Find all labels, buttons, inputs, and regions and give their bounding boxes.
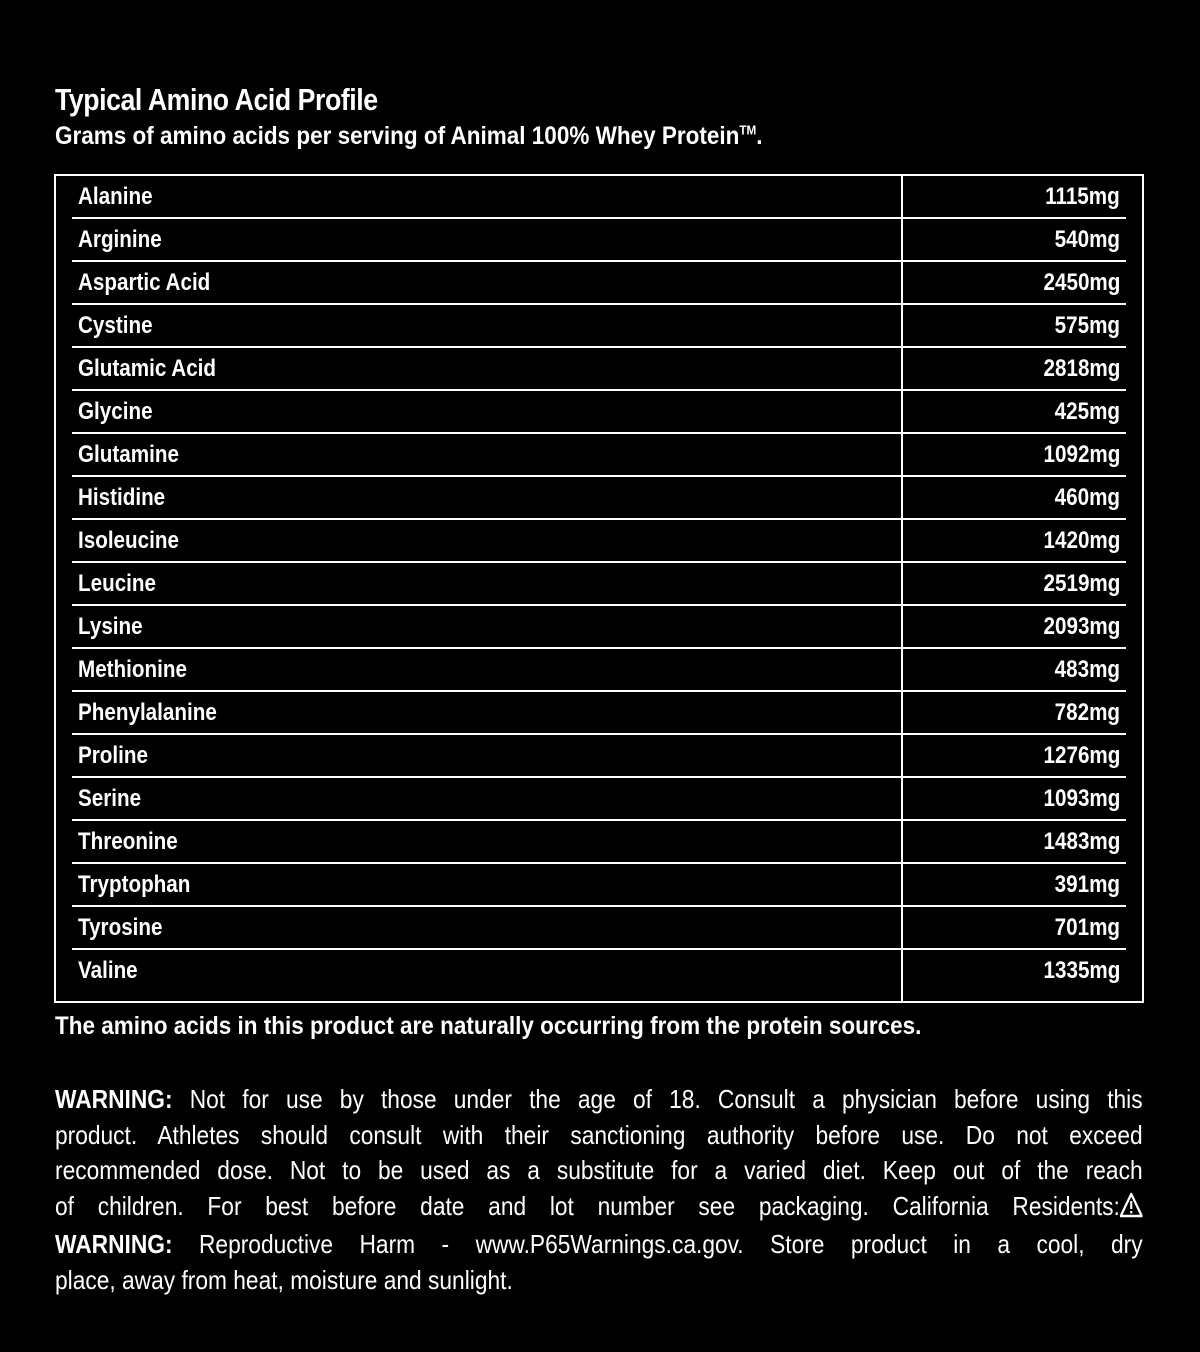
amino-acid-amount: 2519mg [1043,570,1120,597]
amino-acid-amount: 782mg [1054,699,1120,726]
amino-acid-table [54,174,1144,1003]
warning-line-5 [55,1227,1143,1263]
amino-acid-amount: 1420mg [1043,527,1120,554]
amino-acid-amount: 575mg [1054,312,1120,339]
table-row [56,219,1142,262]
table-row [56,262,1142,305]
table-row [56,563,1142,606]
warning-label-2: WARNING: [55,1229,173,1259]
amino-acid-name: Methionine [78,656,187,683]
amino-acid-amount: 540mg [1054,226,1120,253]
footnote: The amino acids in this product are naturally occurring from the protein sources. [55,1012,922,1040]
subtitle-text: Grams of amino acids per serving of Animal 100% Whey Protein [55,122,740,150]
table-row [56,735,1142,778]
amino-acid-name: Lysine [78,613,143,640]
warning-text-4: of children. For best before date and lot number see packaging. California Residents: [55,1190,1120,1221]
warning-line-1 [55,1082,1143,1118]
amino-acid-name: Glutamine [78,441,179,468]
warning-label: WARNING: [55,1084,173,1114]
amino-acid-name: Leucine [78,570,157,597]
warning-line-3: recommended dose. Not to be used as a substitute for a varied diet. Keep out of the reach [55,1155,1143,1185]
amino-acid-amount: 1276mg [1043,742,1120,769]
amino-acid-amount: 2093mg [1043,613,1120,640]
amino-acid-amount: 1115mg [1045,183,1120,210]
amino-acid-amount: 1335mg [1043,957,1120,984]
amino-acid-amount: 391mg [1054,871,1120,898]
table-row [56,434,1142,477]
amino-acid-amount: 2450mg [1043,269,1120,296]
amino-acid-name: Glycine [78,398,153,425]
table-row [56,950,1142,993]
table-row [56,520,1142,563]
amino-acid-name: Isoleucine [78,527,179,554]
trademark-mark: TM [739,122,757,138]
table-row [56,778,1142,821]
warning-line-4 [55,1189,1143,1228]
amino-acid-name: Proline [78,742,148,769]
warning-triangle-icon [1120,1192,1143,1228]
warning-text-5: Reproductive Harm - www.P65Warnings.ca.gov. Store product in a cool, dry [198,1229,1143,1259]
amino-acid-name: Valine [78,957,138,984]
table-row [56,348,1142,391]
table-row [56,821,1142,864]
amino-acid-name: Alanine [78,183,153,210]
amino-acid-amount: 1483mg [1043,828,1120,855]
page-title: Typical Amino Acid Profile [55,82,378,117]
amino-acid-name: Serine [78,785,142,812]
amino-acid-name: Cystine [78,312,153,339]
warning-line-6: place, away from heat, moisture and sunlight. [55,1264,513,1295]
table-row [56,606,1142,649]
table-row [56,176,1142,219]
amino-acid-amount: 701mg [1054,914,1120,941]
amino-acid-amount: 1092mg [1043,441,1120,468]
amino-acid-amount: 425mg [1054,398,1120,425]
page-subtitle [55,122,763,151]
amino-acid-amount: 460mg [1054,484,1120,511]
subtitle-period: . [756,122,763,150]
amino-acid-name: Tyrosine [78,914,163,941]
amino-acid-name: Aspartic Acid [78,269,211,296]
table-row [56,692,1142,735]
warning-block [55,1082,1143,1298]
amino-acid-amount: 1093mg [1043,785,1120,812]
amino-acid-name: Arginine [78,226,162,253]
amino-acid-name: Tryptophan [78,871,191,898]
amino-acid-amount: 2818mg [1043,355,1120,382]
warning-text-1: Not for use by those under the age of 18. Consult a physician before using this [189,1084,1143,1114]
table-row [56,305,1142,348]
table-row [56,391,1142,434]
amino-acid-name: Histidine [78,484,166,511]
amino-acid-name: Threonine [78,828,178,855]
amino-acid-name: Phenylalanine [78,699,217,726]
table-row [56,907,1142,950]
table-row [56,477,1142,520]
table-row [56,864,1142,907]
table-row [56,649,1142,692]
warning-line-2: product. Athletes should consult with their sanctioning authority before use. Do not exceed [55,1119,1143,1150]
amino-acid-name: Glutamic Acid [78,355,217,382]
amino-acid-amount: 483mg [1054,656,1120,683]
